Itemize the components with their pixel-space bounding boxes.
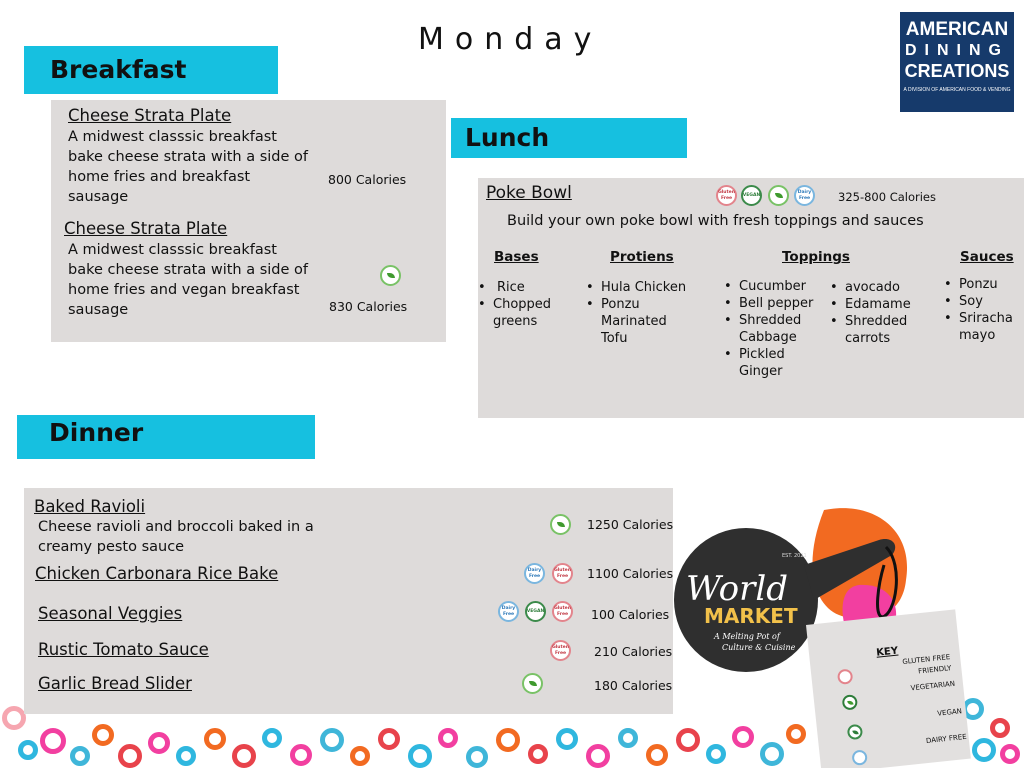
list-item: • Ponzu [944,276,1019,293]
dairy-free-badge-icon: Dairy Free [524,563,545,584]
gluten-free-badge-icon [837,668,853,684]
toppings-list-b [830,279,930,347]
breakfast-item-2-calories: 830 Calories [329,299,408,314]
breakfast-item-1-title: Cheese Strata Plate [68,106,232,125]
list-item: • Soy [944,293,1019,310]
dinner-item-4-calories: 210 Calories [594,644,673,659]
vegetarian-badge-icon [380,265,401,286]
dinner-heading: Dinner [17,415,315,459]
tagline-line-2: Culture & Cuisine [722,643,796,652]
vegetarian-badge-icon [768,185,789,206]
vegetarian-key-badge-icon [842,694,858,710]
gluten-free-badge-icon: Gluten Free [552,601,573,622]
key-heading: KEY [875,645,899,659]
american-dining-creations-logo [900,12,1014,112]
vegan-badge-icon: VEGAN [525,601,546,622]
lunch-item-title: Poke Bowl [486,183,572,203]
breakfast-item-2-title: Cheese Strata Plate [64,219,228,238]
logo-line-1: AMERICAN [905,19,1009,40]
bases-heading: Bases [494,249,539,265]
logo-line-2: DINING [905,42,1009,59]
gluten-free-badge-icon: Gluten Free [552,563,573,584]
list-item: • Cucumber [724,278,824,295]
list-item: • avocado [830,279,930,296]
proteins-list [586,279,696,347]
dairy-free-badge-icon: Dairy Free [498,601,519,622]
gluten-free-badge-icon: Gluten Free [550,640,571,661]
dinner-item-5-calories: 180 Calories [594,678,673,693]
dairy-free-key-badge-icon [851,749,867,765]
vegetarian-badge-icon [522,673,543,694]
gluten-free-badge-icon: Gluten Free [716,185,737,206]
dinner-item-1-calories: 1250 Calories [587,517,674,532]
list-item: • Chopped greens [478,296,568,330]
list-item: • Shredded carrots [830,313,915,347]
day-title: Monday [418,22,603,57]
key-label-dairy-free: DAIRY FREE [925,732,967,746]
list-item: • Sriracha mayo [944,310,1019,344]
lunch-item-description: Build your own poke bowl with fresh toppings and sauces [507,213,924,229]
toppings-heading: Toppings [782,249,850,265]
market-text: MARKET [704,604,798,628]
dinner-item-1-description: Cheese ravioli and broccoli baked in a creamy pesto sauce [38,519,314,555]
vegan-key-badge-icon [847,724,863,740]
logo-line-3: CREATIONS [904,61,1010,81]
vegan-badge-icon: VEGAN [741,185,762,206]
toppings-list-a [724,278,824,380]
list-item: • Pickled Ginger [724,346,799,380]
logo-line-4: A DIVISION OF AMERICAN FOOD & VENDING [903,87,1011,93]
breakfast-heading: Breakfast [24,46,278,94]
dinner-item-2-title: Chicken Carbonara Rice Bake [35,564,279,583]
list-item: • Ponzu Marinated Tofu [586,296,671,347]
tagline-line-1: A Melting Pot of [714,632,780,641]
dairy-free-badge-icon: Dairy Free [794,185,815,206]
dinner-item-3-calories: 100 Calories [591,607,670,622]
sauces-list [944,276,1019,344]
world-text: World [686,569,788,609]
dinner-item-2-calories: 1100 Calories [587,566,674,581]
lunch-item-calories: 325-800 Calories [838,190,937,204]
breakfast-item-2-description: A midwest classsic breakfast bake cheese strata with a side of home fries and vegan breakfast sausage [68,242,309,318]
est-text: EST. 2021 [782,553,807,559]
bases-list [478,279,568,330]
list-item: • Hula Chicken [586,279,696,296]
key-label-gluten-free: GLUTEN FREE FRIENDLY [901,653,952,676]
dinner-item-5-title: Garlic Bread Slider [38,674,192,693]
lunch-heading: Lunch [451,118,687,158]
vegetarian-badge-icon [550,514,571,535]
dinner-item-4-title: Rustic Tomato Sauce [38,640,209,659]
breakfast-item-1-calories: 800 Calories [328,172,407,187]
sauces-heading: Sauces [960,249,1014,265]
proteins-heading: Protiens [610,249,674,265]
breakfast-item-1-description: A midwest classsic breakfast bake cheese strata with a side of home fries and breakfast sausage [68,129,309,205]
list-item: • Edamame [830,296,930,313]
dinner-item-1-title: Baked Ravioli [34,497,146,516]
key-label-vegetarian: VEGETARIAN [910,679,956,693]
key-label-vegan: VEGAN [936,707,963,718]
list-item: • Bell pepper [724,295,824,312]
dinner-item-3-title: Seasonal Veggies [38,604,183,623]
list-item: • Rice [478,279,568,296]
key-card [806,609,971,768]
list-item: • Shredded Cabbage [724,312,809,346]
